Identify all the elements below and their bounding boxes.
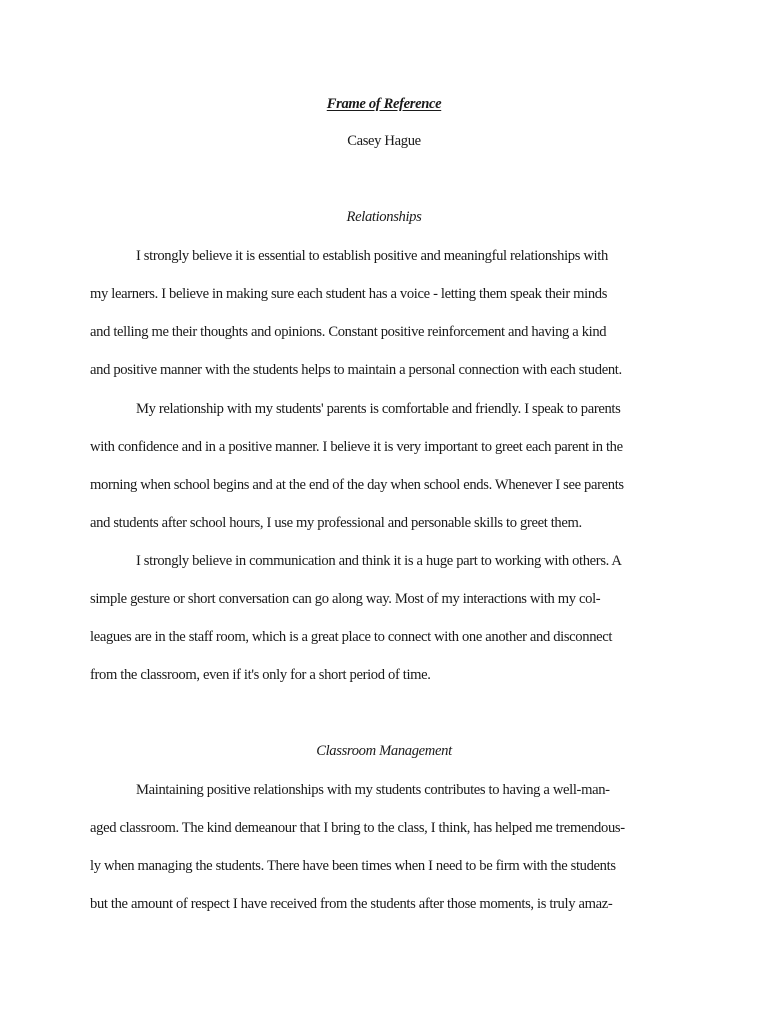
paragraph-line: simple gesture or short conversation can go along way. Most of my interactions with my col- [90, 591, 601, 607]
paragraph-line: I strongly believe in communication and think it is a huge part to working with others. A [136, 553, 622, 569]
document-author: Casey Hague [347, 133, 421, 149]
paragraph-line: aged classroom. The kind demeanour that I bring to the class, I think, has helped me tremendous- [90, 820, 625, 836]
paragraph-line: but the amount of respect I have received from the students after those moments, is truly amaz- [90, 896, 613, 912]
paragraph-line: I strongly believe it is essential to establish positive and meaningful relationships with [136, 248, 608, 264]
section-heading-classroom-management: Classroom Management [316, 743, 452, 759]
paragraph-line: My relationship with my students' parents is comfortable and friendly. I speak to parents [136, 401, 621, 417]
paragraph-line: from the classroom, even if it's only for a short period of time. [90, 667, 431, 683]
document-title: Frame of Reference [326, 96, 442, 112]
paragraph-line: with confidence and in a positive manner. I believe it is very important to greet each parent in the [90, 439, 623, 455]
paragraph-line: leagues are in the staff room, which is a great place to connect with one another and disconnect [90, 629, 613, 645]
paragraph-line: morning when school begins and at the end of the day when school ends. Whenever I see parents [90, 477, 624, 493]
paragraph-line: Maintaining positive relationships with my students contributes to having a well-man- [136, 782, 610, 798]
paragraph-line: and telling me their thoughts and opinions. Constant positive reinforcement and having a kind [90, 324, 607, 340]
paragraph-line: and students after school hours, I use my professional and personable skills to greet them. [90, 515, 582, 531]
paragraph-line: ly when managing the students. There have been times when I need to be firm with the students [90, 858, 616, 874]
paragraph-line: my learners. I believe in making sure each student has a voice - letting them speak their minds [90, 286, 608, 302]
paragraph-line: and positive manner with the students helps to maintain a personal connection with each student. [90, 362, 622, 378]
section-heading-relationships: Relationships [346, 209, 422, 225]
